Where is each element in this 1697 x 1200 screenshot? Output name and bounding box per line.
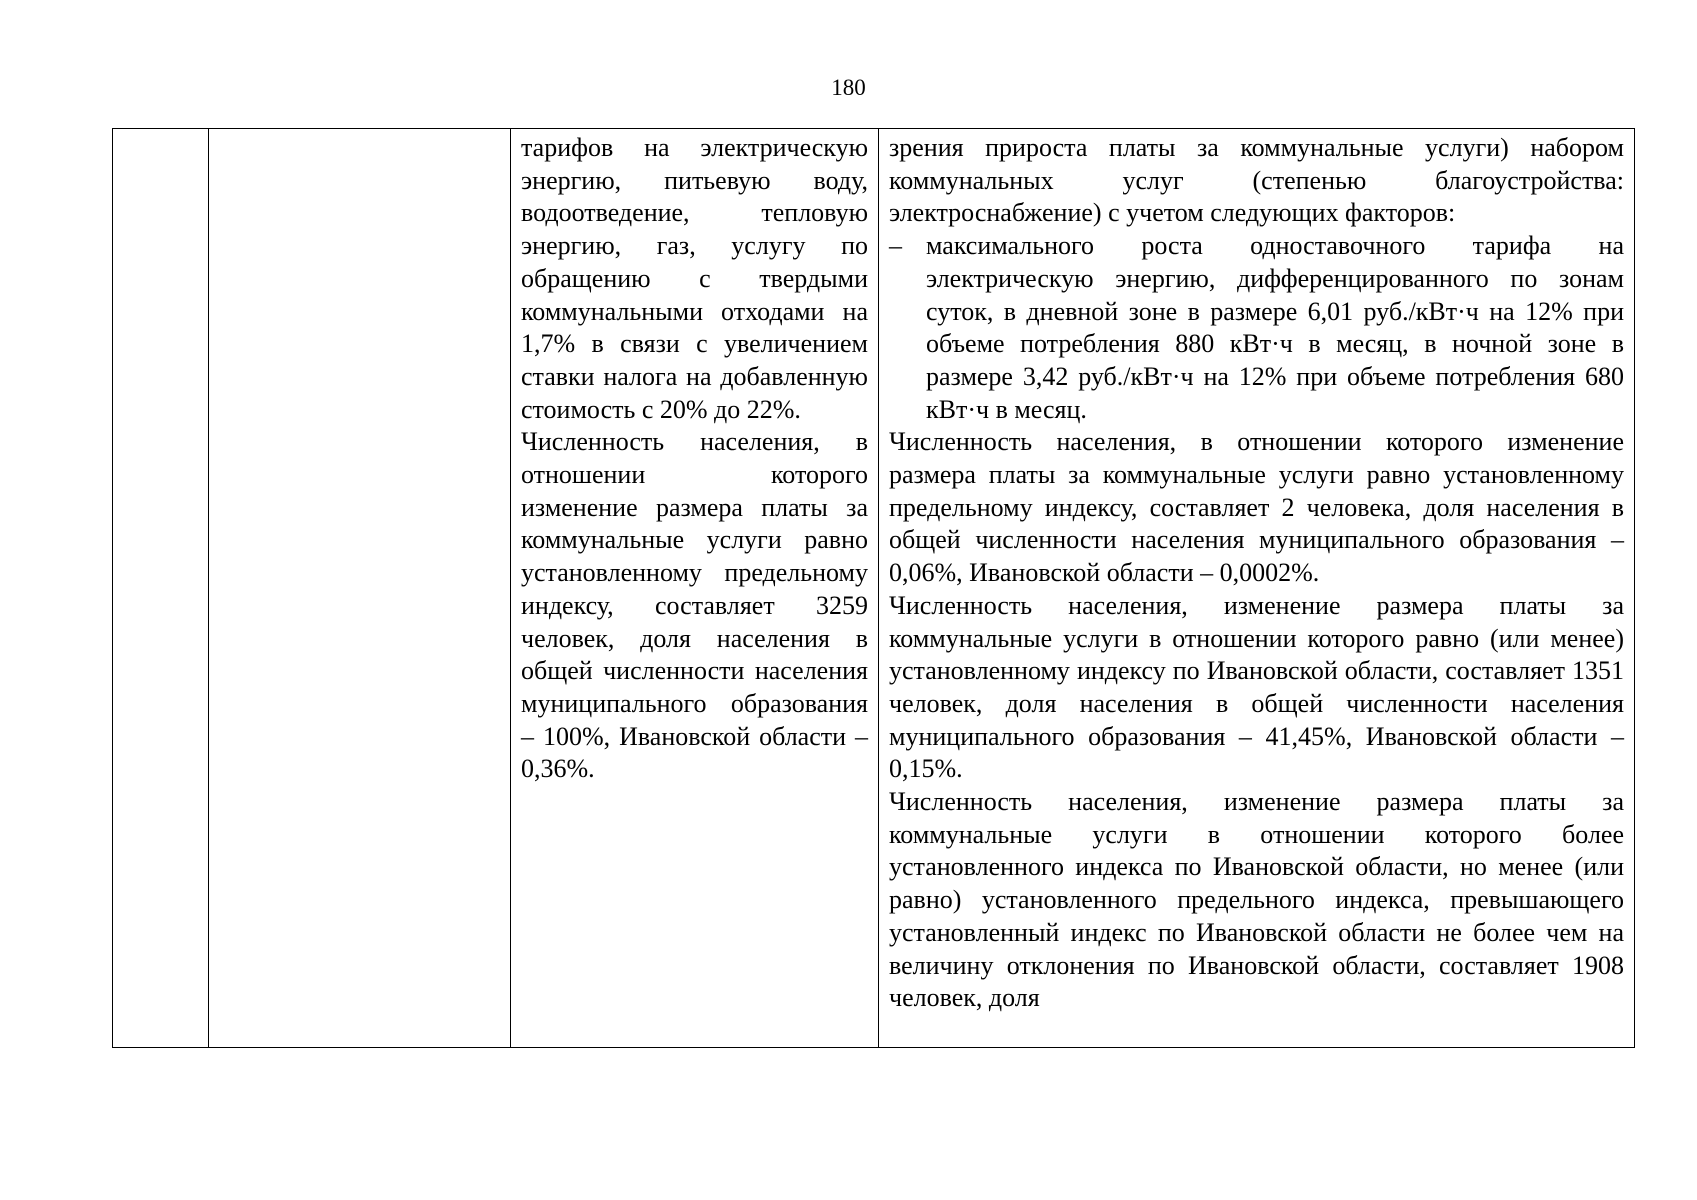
table-cell-justification (879, 129, 1635, 1048)
indices-paragraph-2: Численность населения, в отношении которого изменение размера платы за коммунальные услуги равно установленному предельному индексу, составляет 3259 человек, доля населения в общей численности населения муниципального образования – 100%, Ивановской области – 0,36%. (521, 427, 868, 784)
justification-intro: зрения прироста платы за коммунальные услуги) набором коммунальных услуг (степенью благоустройства: электроснабжение) с учетом следующих факторов: (889, 133, 1624, 228)
factors-list (889, 230, 1624, 426)
indices-paragraph-1: тарифов на электрическую энергию, питьевую воду, водоотведение, тепловую энергию, газ, услугу по обращению с твердыми коммунальными отходами на 1,7% в связи с увеличением ставки налога на добавленную стоимость с 20% до 22%. (521, 133, 868, 424)
table-cell-indices (511, 129, 879, 1048)
table-cell-municipality (209, 129, 511, 1048)
table-cell-number (113, 129, 209, 1048)
justification-paragraph-1: Численность населения, в отношении которого изменение размера платы за коммунальные услуги равно установленному предельному индексу, составляет 2 человека, доля населения в общей численности населения муниципального образования – 0,06%, Ивановской области – 0,0002%. (889, 427, 1624, 588)
page-number: 180 (831, 75, 866, 100)
list-item: – максимального роста одноставочного тарифа на электрическую энергию, дифференцированного по зонам суток, в дневной зоне в размере 6,01 руб./кВт·ч на 12% при объеме потребления 880 кВт·ч в месяц, в ночной зоне в размере 3,42 руб./кВт·ч на 12% при объеме потребления 680 кВт·ч в месяц. (889, 230, 1624, 426)
justification-paragraph-2: Численность населения, изменение размера платы за коммунальные услуги в отношении которого равно (или менее) установленному индексу по Ивановской области, составляет 1351 человек, доля населения в общей численности населения муниципального образования – 41,45%, Ивановской области – 0,15%. (889, 590, 1624, 784)
table-row (113, 129, 1635, 1048)
justification-paragraph-3: Численность населения, изменение размера платы за коммунальные услуги в отношении которого более установленного индекса по Ивановской области, но менее (или равно) установленного предельного индекса, превышающего установленный индекс по Ивановской области не более чем на величину отклонения по Ивановской области, составляет 1908 человек, доля (889, 787, 1624, 1013)
document-table (112, 128, 1635, 1048)
